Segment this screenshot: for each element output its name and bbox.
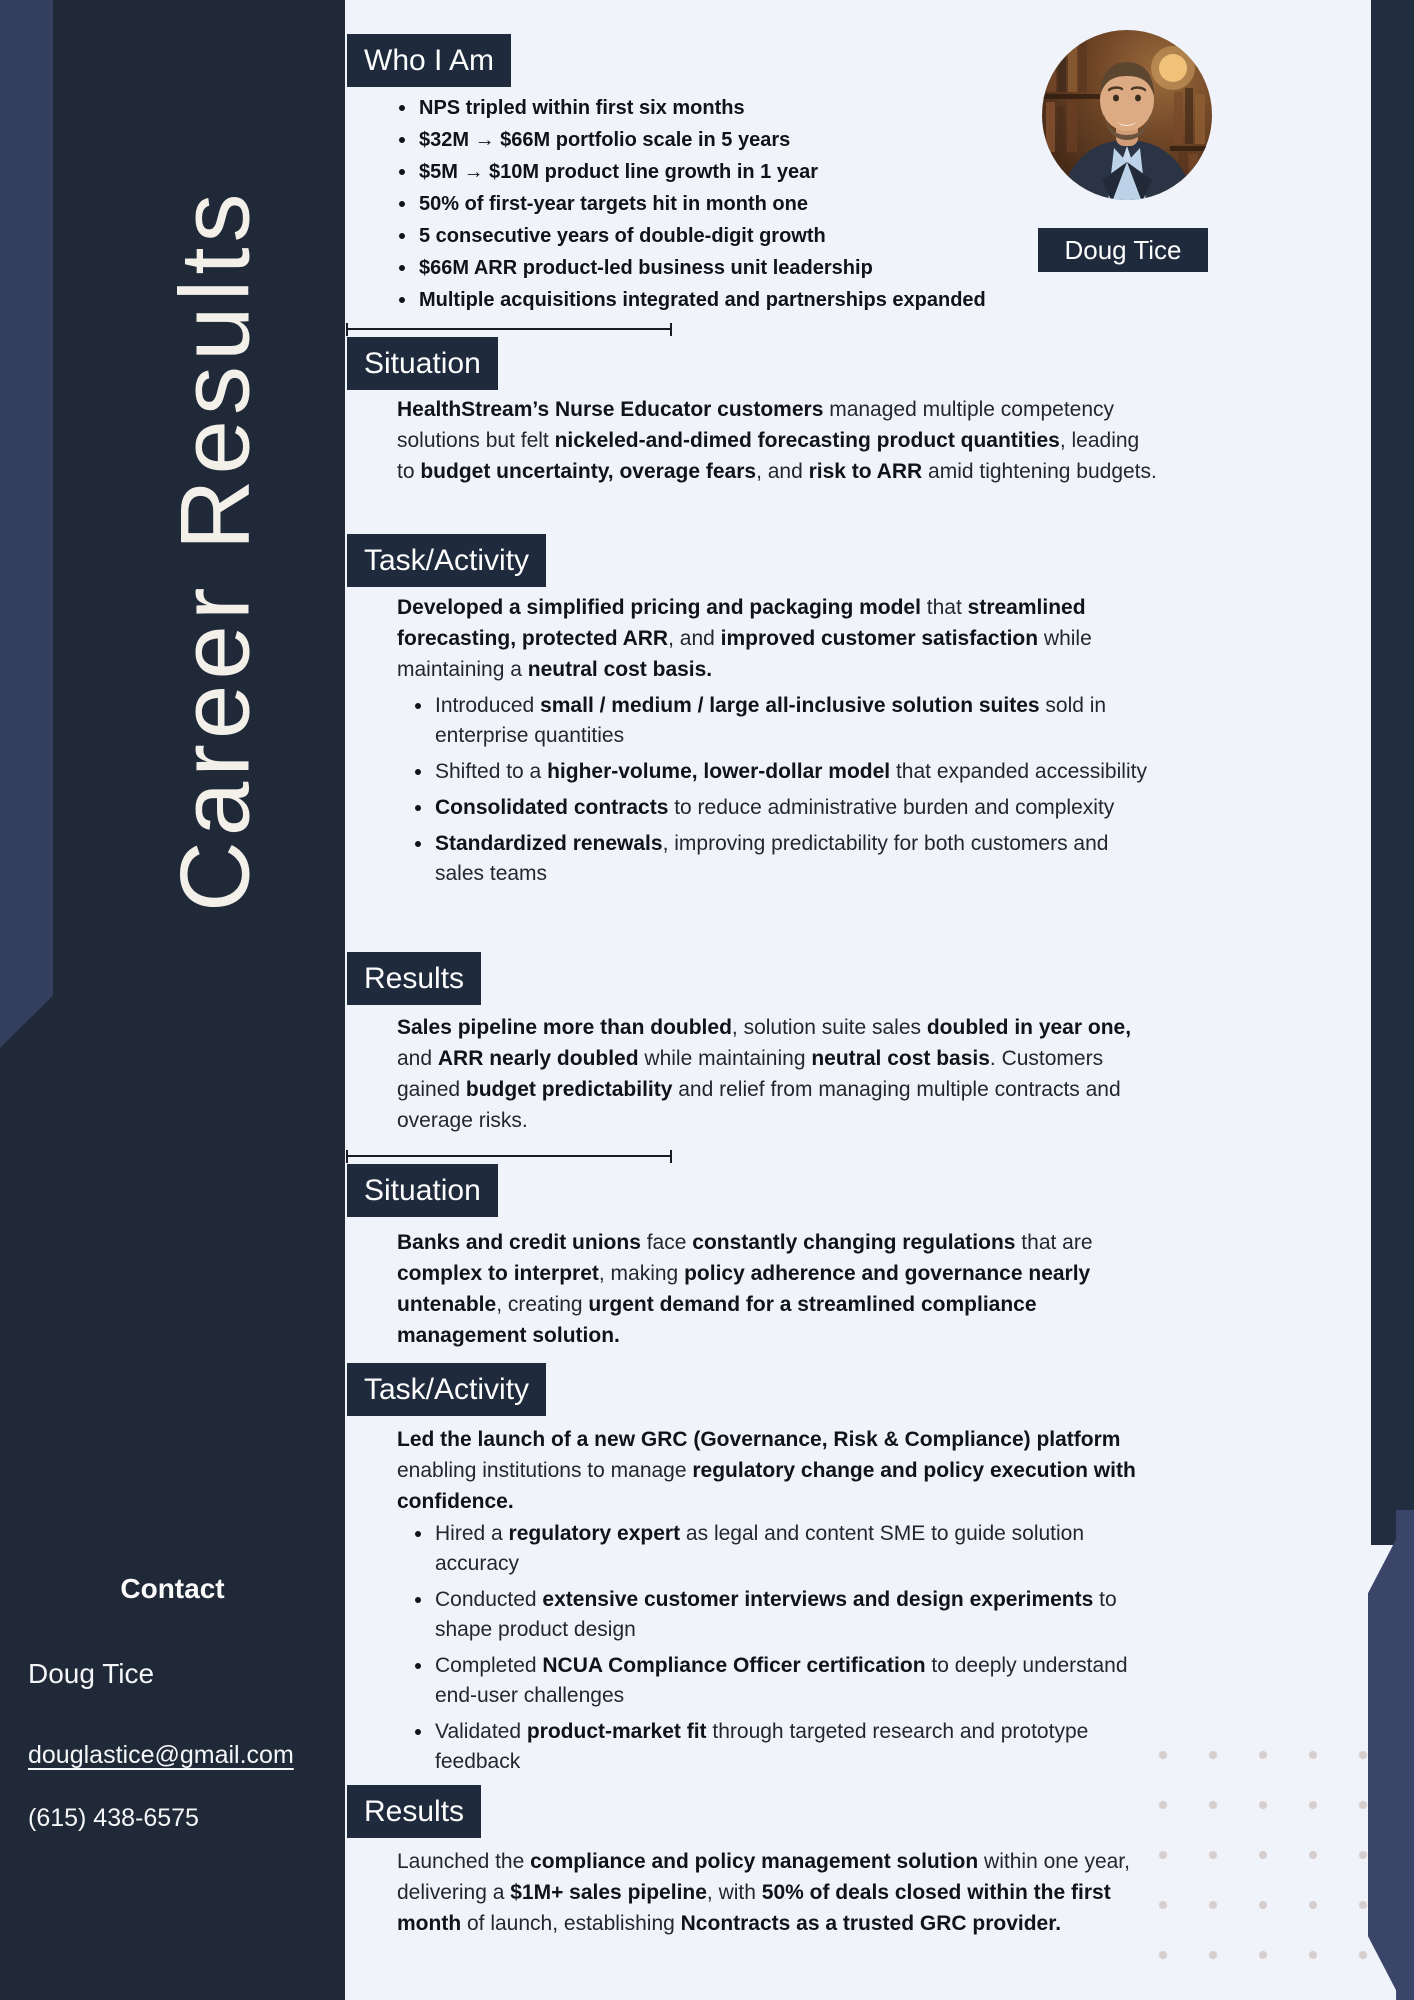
section-paragraph: Banks and credit unions face constantly changing regulations that are complex to interpret, making policy adherence and governance nearly untenable, creating urgent demand for a streamlined compliance management solution. (397, 1231, 1093, 1347)
sidebar (0, 0, 345, 2000)
dot-grid-pattern (1138, 1730, 1390, 1982)
section-header-label: Task/Activity (364, 544, 530, 577)
section-paragraph: Sales pipeline more than doubled, solution suite sales doubled in year one, and ARR nearly doubled while maintaining neutral cost basis. Customers gained budget predictability and relief from managing multiple contracts and overage risks. (397, 1016, 1132, 1132)
section-header-label: Situation (364, 347, 481, 380)
who-i-am-list (397, 92, 1097, 316)
who-i-am-bullet: $5M → $10M product line growth in 1 year (397, 156, 1097, 188)
section-bullet: Validated product-market fit through targeted research and prototype feedback (413, 1717, 1161, 1777)
who-i-am-bullet: 50% of first-year targets hit in month one (397, 188, 1097, 220)
section-header (347, 1785, 481, 1838)
section-header (347, 337, 498, 390)
who-i-am-bullet: $32M → $66M portfolio scale in 5 years (397, 124, 1097, 156)
section-paragraph: HealthStream’s Nurse Educator customers managed multiple competency solutions but felt nickeled-and-dimed forecasting product quantities, leading to budget uncertainty, overage fears, and risk to ARR amid tightening budgets. (397, 398, 1157, 483)
who-i-am-bullet: $66M ARR product-led business unit leadership (397, 252, 1097, 284)
section-header-label: Who I Am (364, 44, 495, 77)
who-i-am-bullet: NPS tripled within first six months (397, 92, 1097, 124)
section-header (347, 1363, 546, 1416)
section-bullet: Standardized renewals, improving predictability for both customers and sales teams (413, 829, 1161, 889)
section-bullet: Completed NCUA Compliance Officer certification to deeply understand end-user challenges (413, 1651, 1161, 1711)
vertical-title: Career Results (159, 188, 270, 912)
profile-photo (1042, 30, 1212, 200)
section-header (347, 952, 481, 1005)
section-bullet: Introduced small / medium / large all-inclusive solution suites sold in enterprise quantities (413, 691, 1161, 751)
section-bullet: Shifted to a higher-volume, lower-dollar model that expanded accessibility (413, 757, 1161, 787)
contact-phone: (615) 438-6575 (28, 1804, 199, 1832)
section-header-label: Situation (364, 1174, 481, 1207)
contact-heading: Contact (120, 1573, 225, 1604)
section-bullet: Conducted extensive customer interviews and design experiments to shape product design (413, 1585, 1161, 1645)
name-badge: Doug Tice (1038, 228, 1208, 272)
email-link[interactable]: douglastice@gmail.com (28, 1741, 294, 1769)
section-divider (346, 328, 672, 330)
section-bullets (413, 1519, 1161, 1783)
section-paragraph: Launched the compliance and policy management solution within one year, delivering a $1M+ sales pipeline, with 50% of deals closed within the first month of launch, establishing Ncontracts as a trusted GRC provider. (397, 1850, 1130, 1935)
section-bullets (413, 691, 1161, 895)
section-paragraph: Led the launch of a new GRC (Governance, Risk & Compliance) platform enabling institutions to manage regulatory change and policy execution with confidence. (397, 1428, 1136, 1513)
section-header-who-i-am (347, 34, 511, 87)
section-header-label: Results (364, 1795, 465, 1828)
sidebar-accent-stripe (0, 0, 53, 1048)
section-paragraph: Developed a simplified pricing and packaging model that streamlined forecasting, protected ARR, and improved customer satisfaction while maintaining a neutral cost basis. (397, 596, 1092, 681)
section-header (347, 1164, 498, 1217)
section-header-label: Task/Activity (364, 1373, 530, 1406)
section-bullet: Hired a regulatory expert as legal and content SME to guide solution accuracy (413, 1519, 1161, 1579)
who-i-am-bullet: 5 consecutive years of double-digit growth (397, 220, 1097, 252)
who-i-am-bullet: Multiple acquisitions integrated and partnerships expanded (397, 284, 1097, 316)
right-edge-stripe (1371, 0, 1414, 1545)
section-divider (346, 1155, 672, 1157)
section-bullet: Consolidated contracts to reduce administrative burden and complexity (413, 793, 1161, 823)
headshot-illustration (1042, 30, 1212, 200)
contact-name: Doug Tice (28, 1658, 155, 1689)
section-header-label: Results (364, 962, 465, 995)
section-header (347, 534, 546, 587)
